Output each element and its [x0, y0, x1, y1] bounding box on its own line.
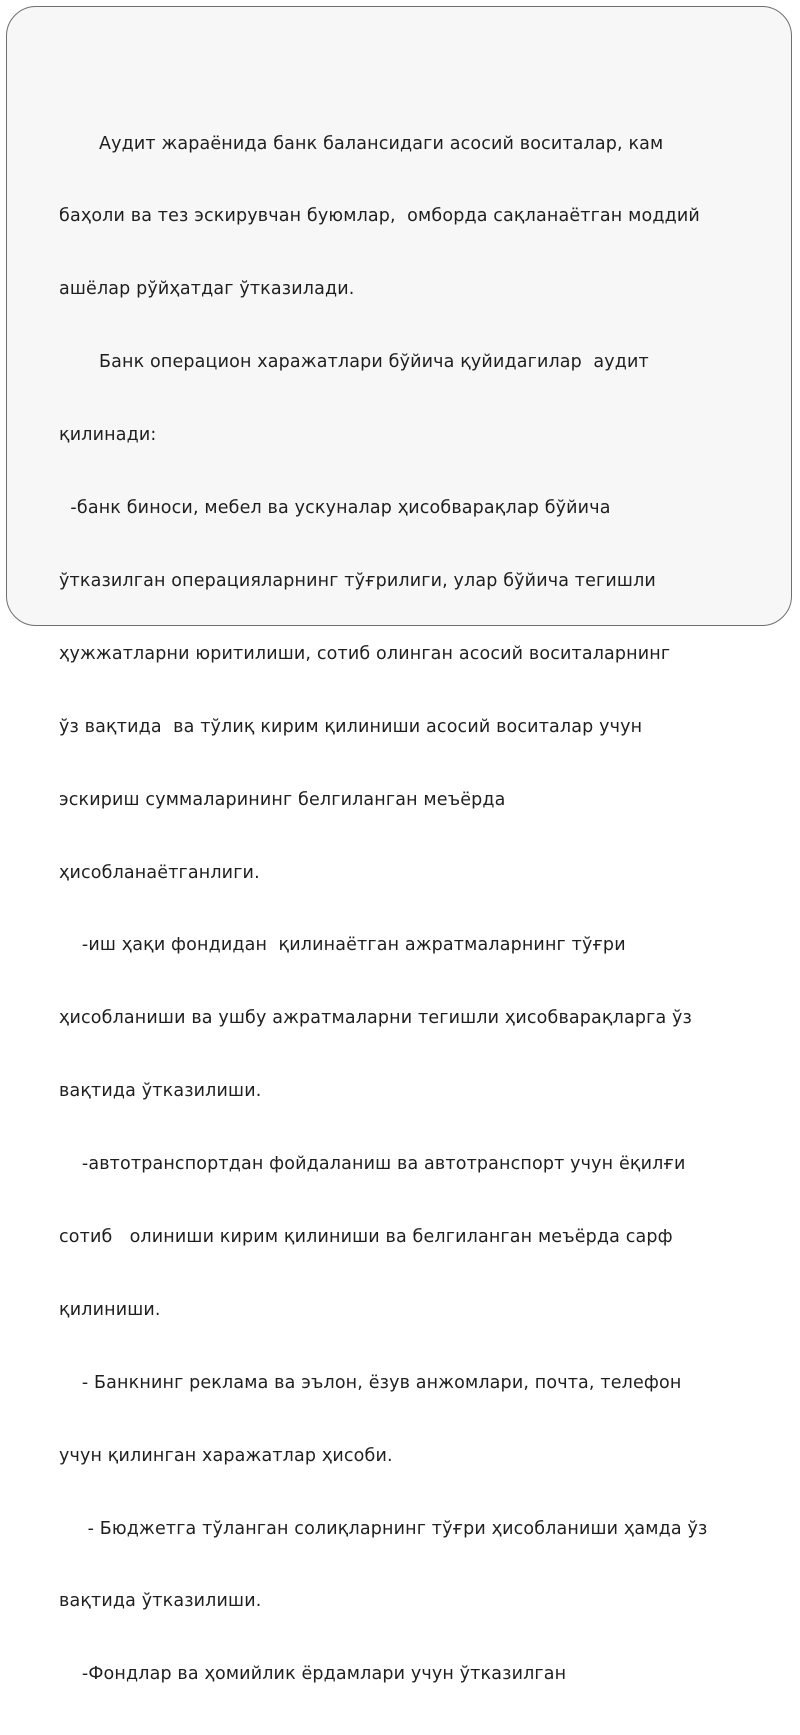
text-line: Аудит жараёнида банк балансидаги асосий воситалар, кам [59, 133, 664, 154]
text-line: ҳужжатларни юритилиши, сотиб олинган асосий воситаларнинг [59, 643, 671, 664]
text-line: Банк операцион харажатлари бўйича қуйидагилар аудит [59, 352, 649, 373]
text-line: баҳоли ва тез эскирувчан буюмлар, омборда сақланаётган моддий [59, 206, 700, 227]
text-line: -банк биноси, мебел ва ускуналар ҳисобварақлар бўйича [59, 498, 611, 519]
text-line: ҳисобланаётганлиги. [59, 862, 260, 883]
text-line: - Бюджетга тўланган солиқларнинг тўғри ҳисобланиши ҳамда ўз [59, 1518, 708, 1539]
text-line: қилиниши. [59, 1299, 161, 1320]
text-line: -иш ҳақи фондидан қилинаётган ажратмаларнинг тўғри [59, 935, 626, 956]
document-text [59, 83, 779, 1735]
text-line: қилинади: [59, 425, 157, 446]
text-line: эскириш суммаларининг белгиланган меъёрда [59, 789, 506, 810]
text-line: вақтида ўтказилиши. [59, 1081, 262, 1102]
slide-frame [6, 6, 792, 1685]
text-line: учун қилинган харажатлар ҳисоби. [59, 1445, 393, 1466]
text-line: -автотранспортдан фойдаланиш ва автотранспорт учун ёқилғи [59, 1154, 686, 1175]
text-line: ашёлар рўйҳатдаг ўтказилади. [59, 279, 355, 300]
text-line: сотиб олиниши кирим қилиниши ва белгиланган меъёрда сарф [59, 1226, 673, 1247]
text-line: ўтказилган операцияларнинг тўғрилиги, улар бўйича тегишли [59, 570, 656, 591]
text-line: вақтида ўтказилиши. [59, 1591, 262, 1612]
text-line: - Банкнинг реклама ва эълон, ёзув анжомлари, почта, телефон [59, 1372, 682, 1393]
text-line: ҳисобланиши ва ушбу ажратмаларни тегишли ҳисобварақларга ўз [59, 1008, 693, 1029]
text-line: ўз вақтида ва тўлиқ кирим қилиниши асосий воситалар учун [59, 716, 643, 737]
text-line: -Фондлар ва ҳомийлик ёрдамлари учун ўтказилган [59, 1664, 567, 1685]
